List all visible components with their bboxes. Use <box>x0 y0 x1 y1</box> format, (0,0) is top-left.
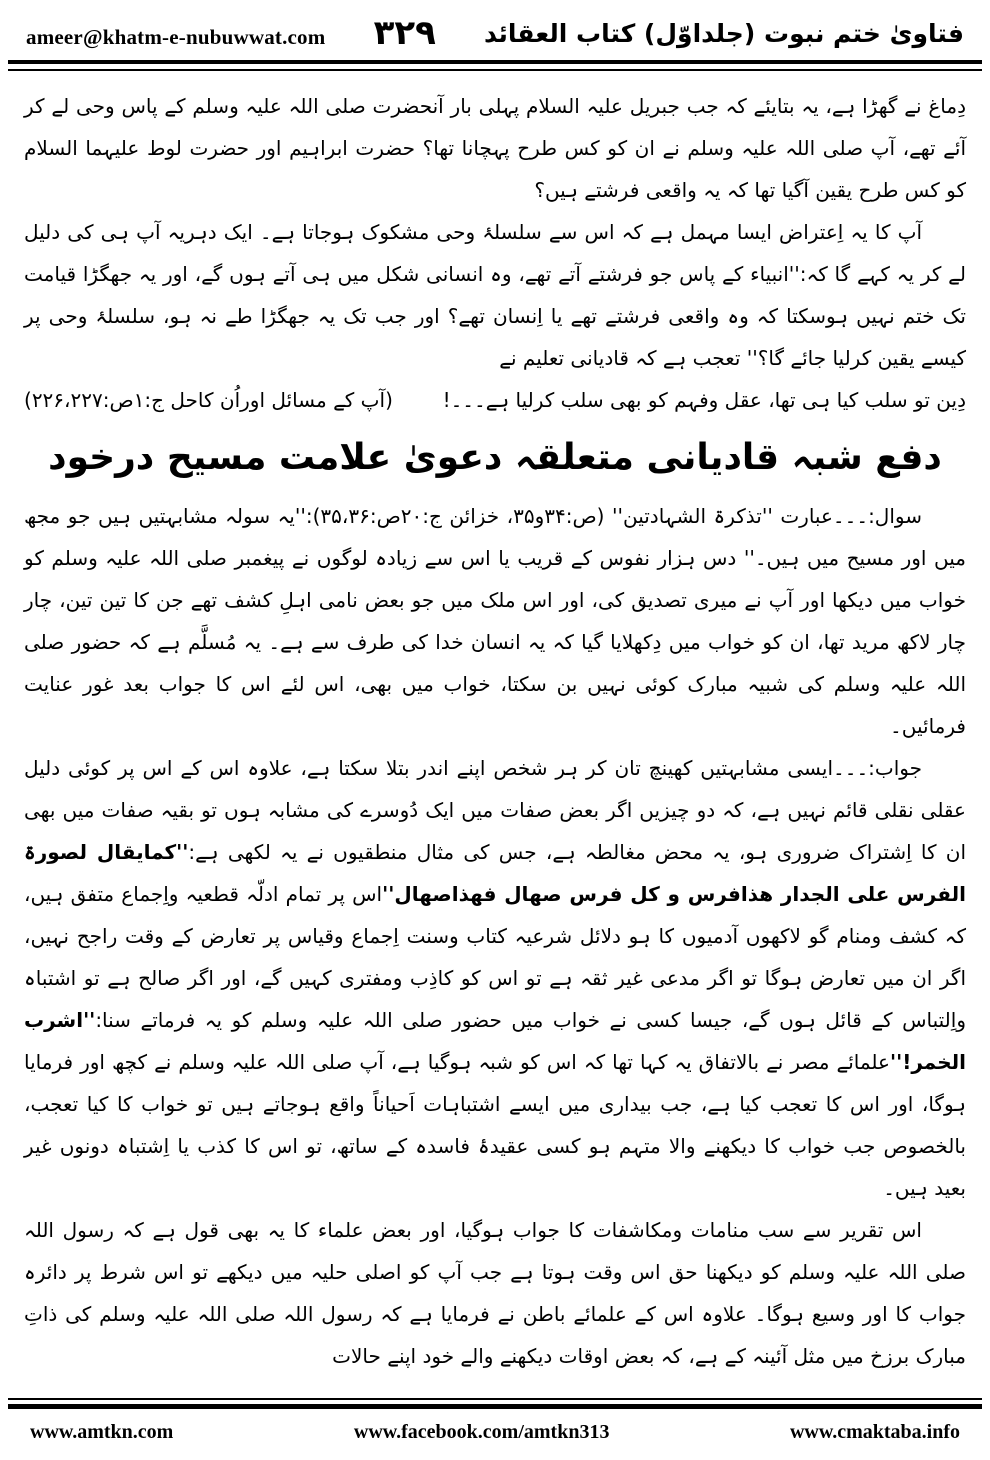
header-divider <box>8 60 982 71</box>
page-footer <box>0 1409 990 1460</box>
question-text: عبارت ''تذکرۃ الشہادتین'' (ص:۳۴و۳۵، خزائن ج:۲۰ص:۳۵،۳۶):''یہ سولہ مشابہتیں ہیں جو مجھ میں اور مسیح میں ہیں۔'' دس ہزار نفوس کے قریب یا اس سے زیادہ لوگوں نے پیغمبر صلی اللہ علیہ وسلم کو خواب میں دیکھا اور آپ نے میری تصدیق کی، اور اس ملک میں جو بعض نامی اہلِ کشف تھے جن کا تین تین، چار چار لاکھ مرید تھا، ان کو خواب میں دِکھلایا گیا کہ یہ انسان خدا کی طرف سے ہے۔ یہ مُسلَّم ہے کہ حضور صلی اللہ علیہ وسلم کی شبیہ مبارک کوئی نہیں بن سکتا، خواب میں بھی، اس لئے اس کا جواب بعد غور عنایت فرمائیں۔ <box>24 504 966 738</box>
footer-url-left: www.amtkn.com <box>30 1421 174 1443</box>
answer-part2: اس پر تمام ادلّہ قطعیہ واِجماع متفق ہیں، کہ کشف ومنام گو لاکھوں آدمیوں کا ہو دلائل شرعیہ کتاب وسنت اِجماع وقیاس پر تعارض کے وقت راجح نہیں، اگر ان میں تعارض ہوگا تو اگر مدعی غیر ثقہ ہے تو اس کو کاذِب ومفتری کہیں گے، اور اگر صالح ہے تو اشتباہ واِلتباس کے قائل ہوں گے، جیسا کسی نے خواب میں حضور صلی اللہ علیہ وسلم کو یہ فرماتے سنا: <box>24 882 966 1032</box>
answer-label: جواب:۔۔۔ <box>833 756 922 780</box>
header-email: ameer@khatm-e-nubuwwat.com <box>26 25 326 49</box>
question-paragraph <box>24 495 966 747</box>
arabic-quote-ishrab: ''اشرب الخمر!'' <box>24 1008 966 1074</box>
closing-paragraph: اس تقریر سے سب منامات ومکاشفات کا جواب ہوگیا، اور بعض علماء کا یہ بھی قول ہے کہ رسول اللہ صلی اللہ علیہ وسلم کو دیکھنا حق اس وقت ہوتا ہے جب آپ کو اصلی حلیہ میں دیکھے تو اس شرط پر دائرہ جواب کا اور وسیع ہوگا۔ علاوہ اس کے علمائے باطن نے فرمایا ہے کہ رسول اللہ صلی اللہ علیہ وسلم کی ذاتِ مبارک برزخ میں مثل آئینہ کے ہے، کہ بعض اوقات دیکھنے والے خود اپنے حالات <box>24 1218 966 1368</box>
source-citation: (آپ کے مسائل اوراُن کاحل ج:۱ص:۲۲۶،۲۲۷) <box>24 388 393 412</box>
section-heading: دفع شبہ قادیانی متعلقہ دعویٰ علامت مسیح درخود <box>48 437 942 478</box>
answer-paragraph <box>24 747 966 1209</box>
answer-part3: علمائے مصر نے بالاتفاق یہ کہا تھا کہ اس کو شبہ ہوگیا ہے، آپ صلی اللہ علیہ وسلم نے کچھ اور فرمایا ہوگا، اور اس کا تعجب کیا ہے، جب بیداری میں ایسے اشتباہات اَحیاناً واقع ہوجاتے ہیں تو خواب کا کیا تعجب، بالخصوص جب خواب کا دیکھنے والا متہم ہو کسی عقیدۂ فاسدہ کے ساتھ، تو اس کا کذب یا اِشتباہ دونوں غیر بعید ہیں۔ <box>24 1050 966 1200</box>
page-body <box>0 71 990 1398</box>
footer-url-right: www.cmaktaba.info <box>789 1421 960 1443</box>
paragraph-wahy-objection: دِماغ نے گھڑا ہے، یہ بتایئے کہ جب جبریل علیہ السلام پہلی بار آنحضرت صلی اللہ علیہ وسلم کے پاس وحی لے کر آئے تھے، آپ صلی اللہ علیہ وسلم نے ان کو کس طرح پہچانا تھا؟ حضرت ابراہیم اور حضرت لوط علیہما السلام کو کس طرح یقین آگیا تھا کہ یہ واقعی فرشتے ہیں؟ <box>24 94 966 202</box>
citation-line-text: دِین تو سلب کیا ہی تھا، عقل وفہم کو بھی سلب کرلیا ہے۔۔۔! <box>442 388 966 412</box>
arabic-quote-horse-analogy: ''کمایقال لصورۃ الفرس علی الجدار ھذافرس و کل فرس صھال فھذاصھال'' <box>24 840 966 906</box>
footer-url-center: www.facebook.com/amtkn313 <box>353 1421 610 1443</box>
question-label-text: سوال:۔۔۔ <box>832 504 922 528</box>
book-title: فتاویٰ ختم نبوت (جلداوّل) کتاب العقائد <box>484 18 964 48</box>
answer-intro: ایسی مشابہتیں کھینچ تان کر ہر شخص اپنے اندر بتلا سکتا ہے، علاوہ اس کے اس پر کوئی دلیل عقلی نقلی قائم نہیں ہے، کہ دو چیزیں اگر بعض صفات میں ایک دُوسرے کی مشابہ ہوں تو بقیہ صفات میں بھی ان کا اِشتراک ضروری ہو، یہ محض مغالطہ ہے، جس کی مثال منطقیوں نے یہ لکھی ہے: <box>24 756 966 864</box>
page-number: ۳۲۹ <box>373 13 436 53</box>
citation-line <box>24 379 966 421</box>
paragraph-dahriya-argument: آپ کا یہ اِعتراض ایسا مہمل ہے کہ اس سے سلسلۂ وحی مشکوک ہوجاتا ہے۔ ایک دہریہ آپ ہی کی دلیل لے کر یہ کہے گا کہ:''انبیاء کے پاس جو فرشتے آتے تھے، وہ انسانی شکل میں ہی آتے ہوں گے، اور یہ جھگڑا قیامت تک ختم نہیں ہوسکتا کہ وہ واقعی فرشتے تھے یا اِنسان تھے؟ اور جب تک یہ جھگڑا طے نہ ہو، سلسلۂ وحی پر کیسے یقین کرلیا جائے گا؟'' تعجب ہے کہ قادیانی تعلیم نے <box>24 220 966 370</box>
page-header <box>0 0 990 58</box>
footer-divider <box>8 1398 982 1409</box>
